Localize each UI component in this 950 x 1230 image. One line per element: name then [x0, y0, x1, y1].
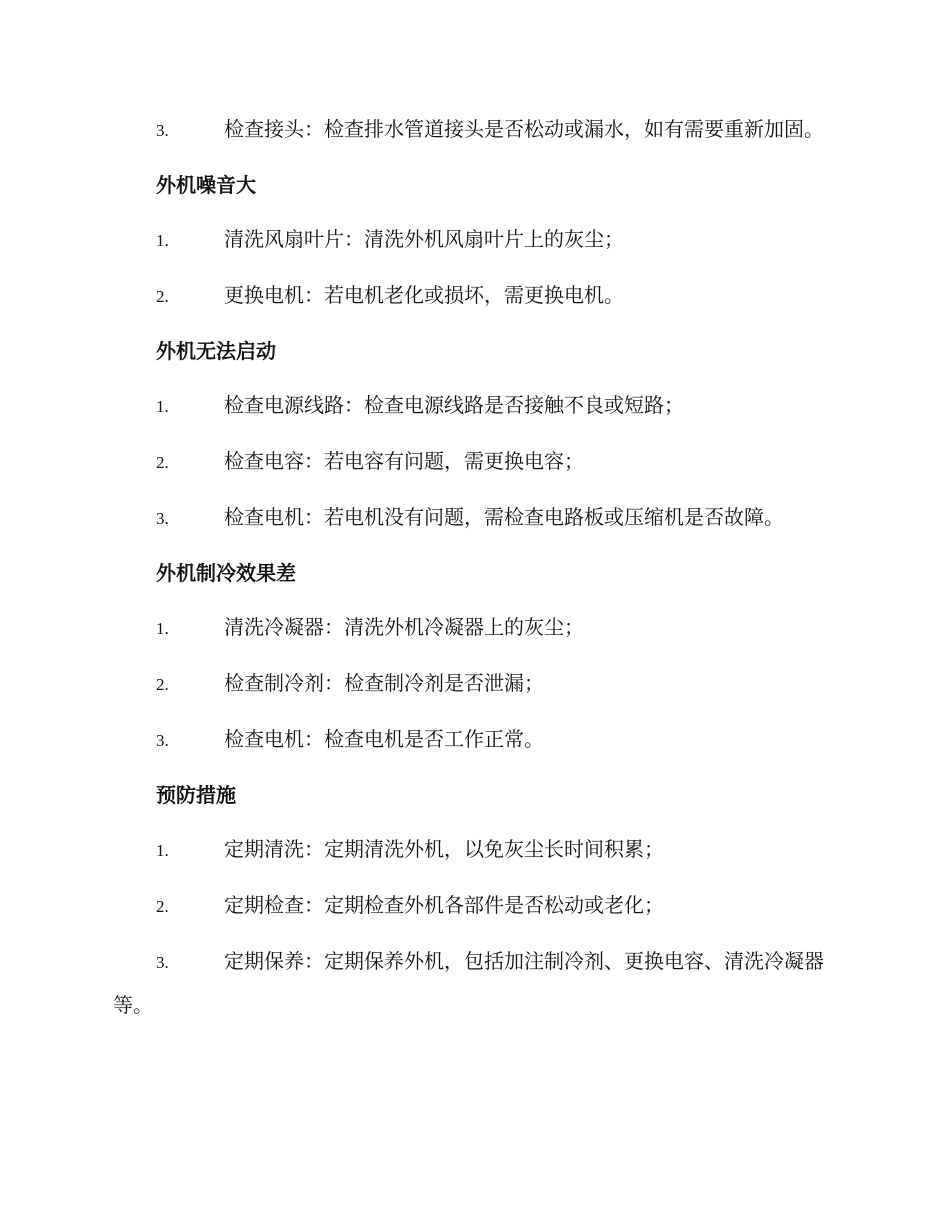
- list-item: [113, 218, 837, 262]
- list-number: 3.: [156, 121, 169, 140]
- list-item: [113, 884, 837, 928]
- list-item: [113, 384, 837, 428]
- list-text: 定期保养：定期保养外机，包括加注制冷剂、更换电容、清洗冷凝器等。: [113, 949, 824, 1017]
- list-number: 1.: [156, 231, 169, 250]
- section-title-noise: 外机噪音大: [156, 173, 256, 197]
- list-text: 清洗冷凝器：清洗外机冷凝器上的灰尘；: [224, 615, 584, 639]
- list-item: [113, 662, 837, 706]
- document-page: [113, 108, 837, 1038]
- list-text: 定期清洗：定期清洗外机，以免灰尘长时间积累；: [224, 837, 664, 861]
- section-title-poor-cooling: 外机制冷效果差: [156, 561, 296, 585]
- list-item: [113, 718, 837, 762]
- list-number: 2.: [156, 287, 169, 306]
- section-title-prevention: 预防措施: [156, 783, 236, 807]
- list-text: 清洗风扇叶片：清洗外机风扇叶片上的灰尘；: [224, 227, 624, 251]
- list-number: 1.: [156, 841, 169, 860]
- list-item: [113, 440, 837, 484]
- list-number: 1.: [156, 397, 169, 416]
- list-text: 检查电容：若电容有问题，需更换电容；: [224, 449, 584, 473]
- list-text: 更换电机：若电机老化或损坏，需更换电机。: [224, 283, 624, 307]
- list-number: 3.: [156, 509, 169, 528]
- list-number: 3.: [156, 731, 169, 750]
- list-text: 检查制冷剂：检查制冷剂是否泄漏；: [224, 671, 544, 695]
- list-text: 检查电机：检查电机是否工作正常。: [224, 727, 544, 751]
- list-item-intro-3: [113, 108, 837, 152]
- list-text: 定期检查：定期检查外机各部件是否松动或老化；: [224, 893, 664, 917]
- list-item: [113, 496, 837, 540]
- list-number: 2.: [156, 453, 169, 472]
- list-number: 3.: [156, 953, 169, 972]
- list-text: 检查电源线路：检查电源线路是否接触不良或短路；: [224, 393, 684, 417]
- section-title-no-start: 外机无法启动: [156, 339, 276, 363]
- list-item: [113, 940, 837, 1026]
- list-number: 2.: [156, 675, 169, 694]
- list-number: 1.: [156, 619, 169, 638]
- list-text: 检查电机：若电机没有问题，需检查电路板或压缩机是否故障。: [224, 505, 784, 529]
- list-item: [113, 606, 837, 650]
- list-item: [113, 828, 837, 872]
- list-number: 2.: [156, 897, 169, 916]
- list-text: 检查接头：检查排水管道接头是否松动或漏水，如有需要重新加固。: [224, 117, 824, 141]
- list-item: [113, 274, 837, 318]
